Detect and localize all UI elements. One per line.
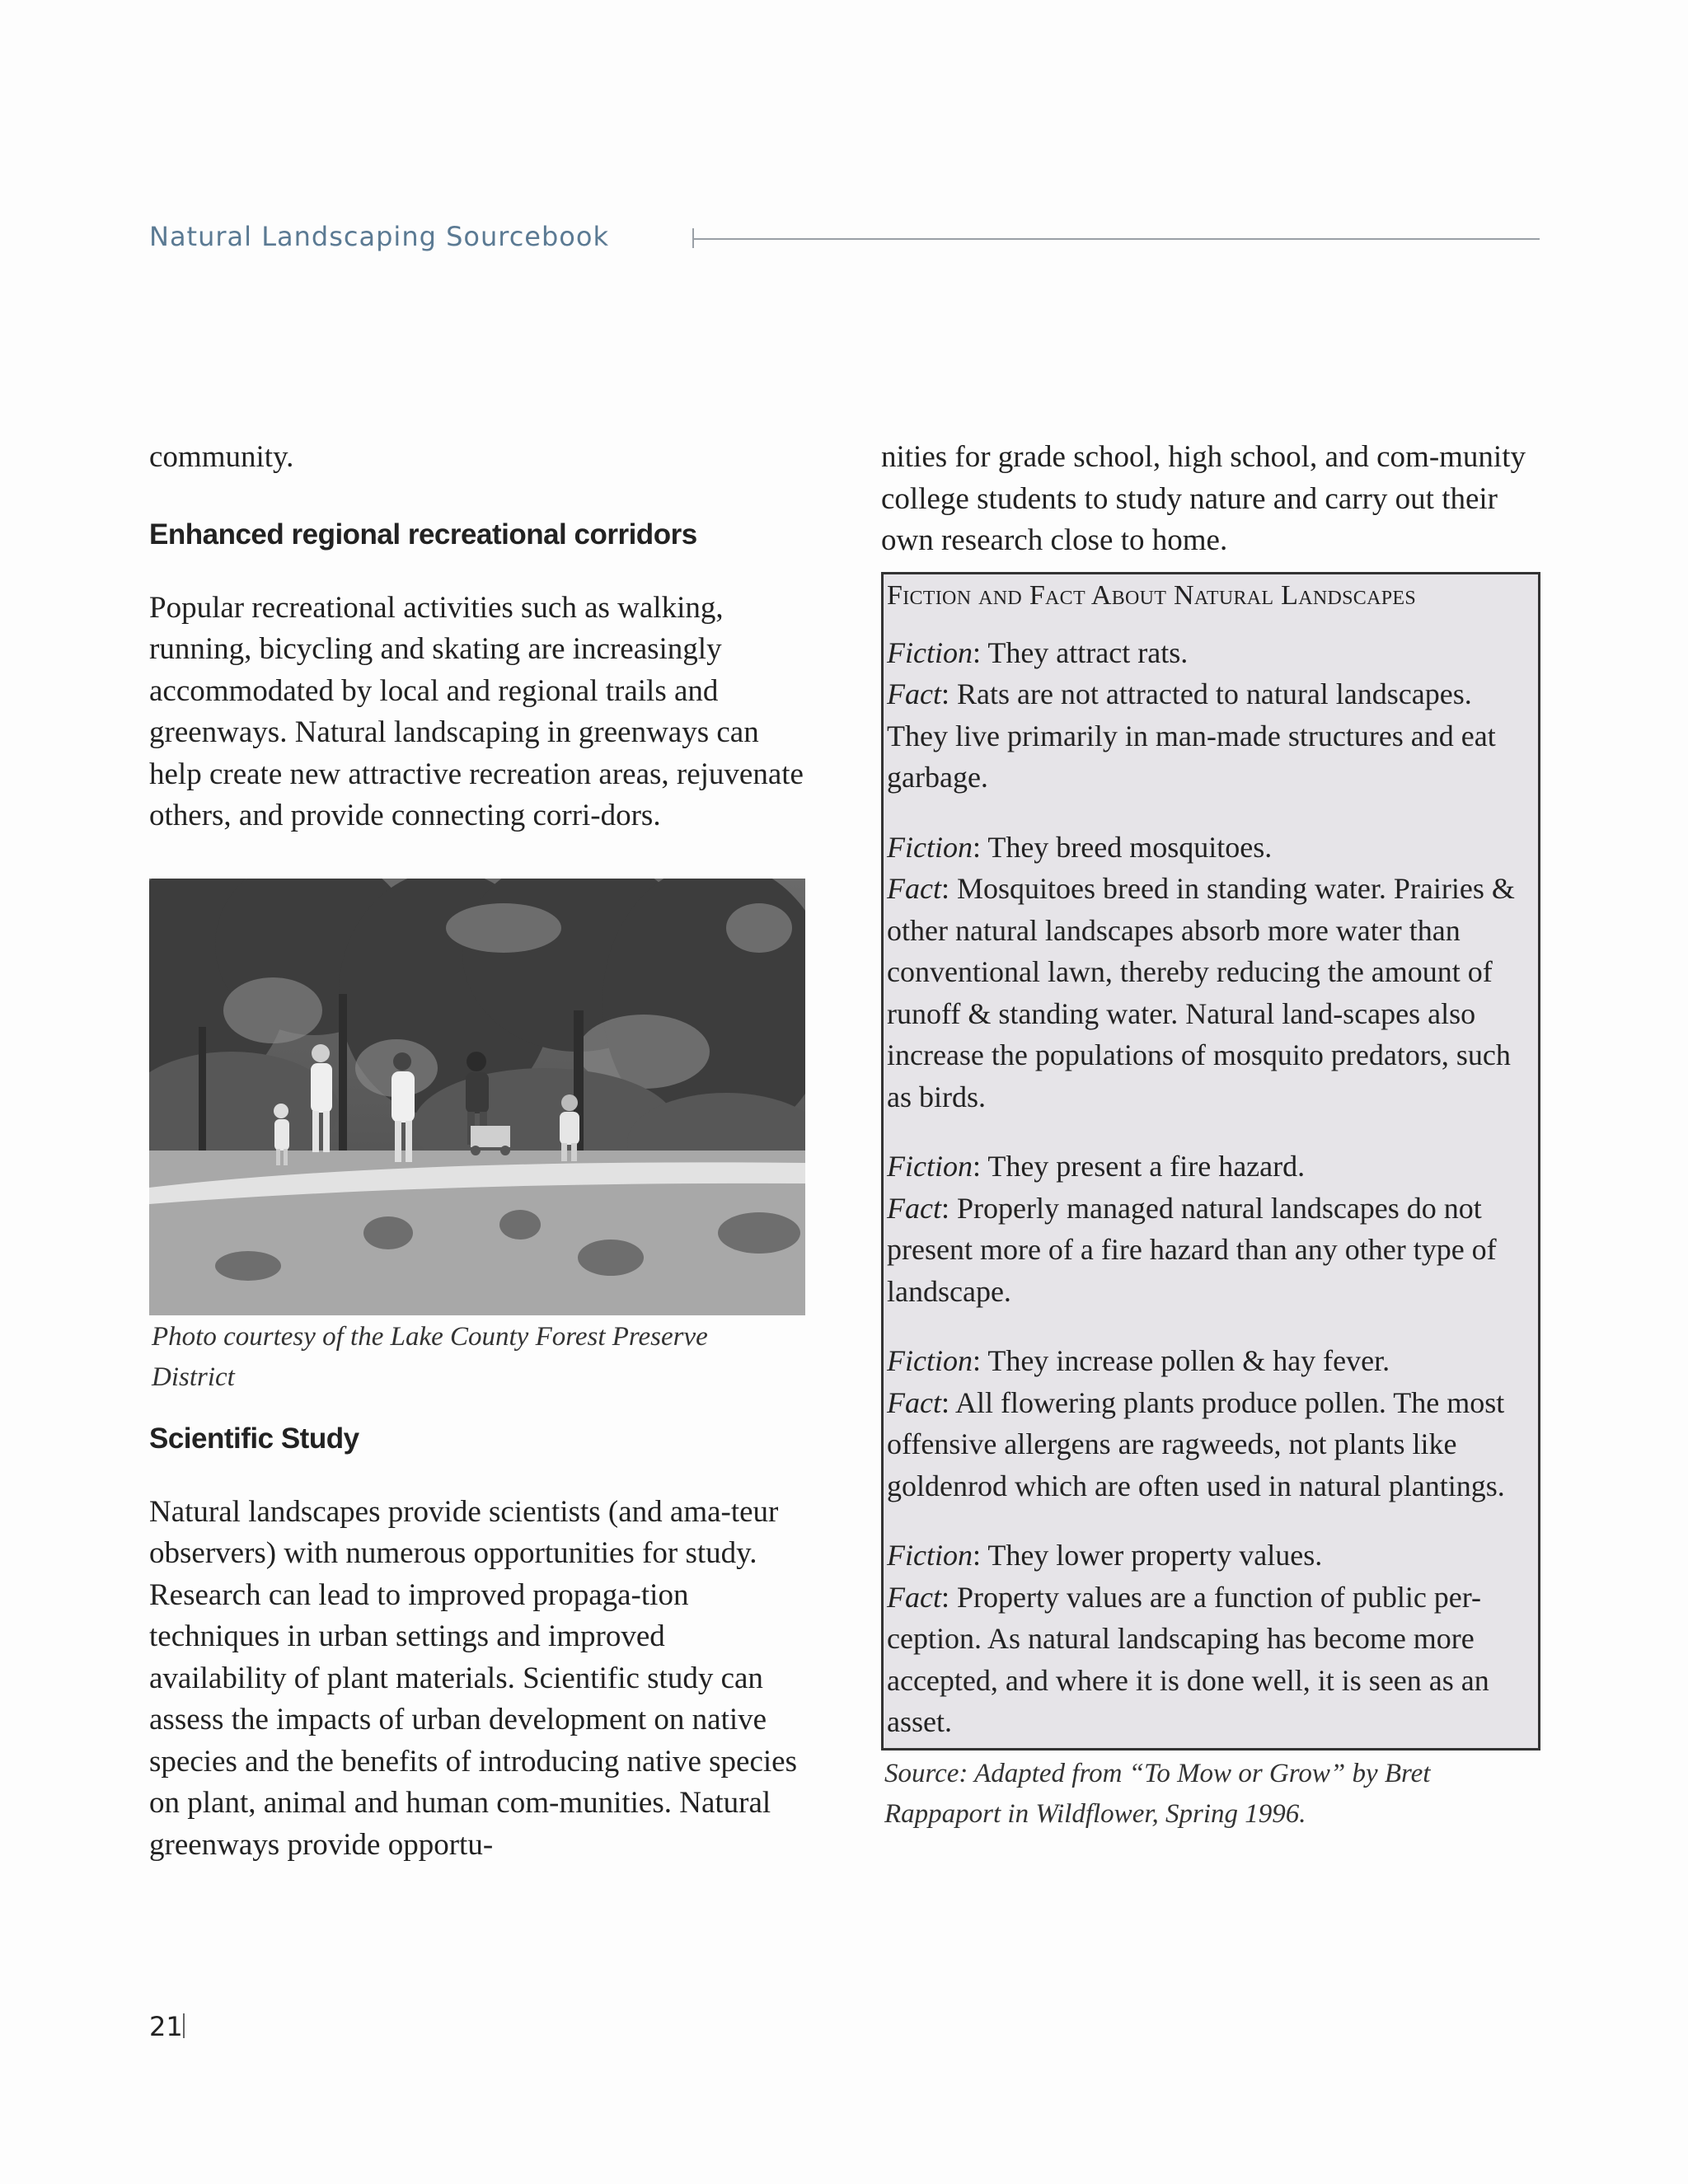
page-number-rule xyxy=(183,2013,185,2038)
fiction-text: : They present a fire hazard. xyxy=(972,1150,1306,1183)
photo-caption-line-1: Photo courtesy of the Lake County Forest Preserve xyxy=(152,1321,708,1352)
fiction-label: Fiction xyxy=(887,1539,973,1572)
fiction-label: Fiction xyxy=(887,1150,973,1183)
photo-caption-line-2: District xyxy=(152,1361,235,1392)
page-number: 21 xyxy=(149,2011,183,2042)
fiction-label: Fiction xyxy=(887,830,973,864)
header-rule xyxy=(692,238,1540,240)
paragraph-recreational: Popular recreational activities such as walking, running, bicycling and skating are increasingly accommodated by local and regional trails and greenways. Natural landscaping in greenways can help create new attractive recreation areas, rejuvenate others, and provide connecting corri-dors. xyxy=(149,590,804,832)
fiction-text: : They increase pollen & hay fever. xyxy=(972,1344,1390,1377)
right-column xyxy=(881,437,1540,1835)
section-heading-scientific: Scientific Study xyxy=(149,1422,359,1455)
fact-label: Fact xyxy=(887,677,941,710)
fiction-fact-box xyxy=(881,572,1540,1750)
left-column xyxy=(149,437,809,1866)
fiction-text: : They attract rats. xyxy=(972,635,1189,669)
fact-text: : Property values are a function of public per-ception. As natural landscaping has become more accepted, and where it is done well, it is seen as an asset. xyxy=(887,1580,1489,1738)
factbox-item-property xyxy=(887,1535,1535,1743)
factbox-item-rats xyxy=(887,632,1535,799)
fiction-label: Fiction xyxy=(887,635,973,669)
paragraph-scientific: Natural landscapes provide scientists (and ama-teur observers) with numerous opportunities for study. Research can lead to improved propaga-tion techniques in urban settings and improved availability of plant materials. Scientific study can assess the impacts of urban development on native species and the benefits of introducing native species on plant, animal and human com-munities. Natural greenways provide opportu- xyxy=(149,1494,797,1862)
fact-label: Fact xyxy=(887,1385,941,1419)
fact-text: : Rats are not attracted to natural landscapes. They live primarily in man-made structures and eat garbage. xyxy=(887,677,1496,794)
intro-fragment: community. xyxy=(149,440,294,474)
fact-text: : Properly managed natural landscapes do not present more of a fire hazard than any other type of landscape. xyxy=(887,1191,1497,1308)
fact-label: Fact xyxy=(887,1191,941,1225)
source-line-1: Source: Adapted from “To Mow or Grow” by Bret xyxy=(884,1758,1431,1788)
running-header: Natural Landscaping Sourcebook xyxy=(149,221,609,252)
fiction-label: Fiction xyxy=(887,1344,973,1377)
section-heading-recreational: Enhanced regional recreational corridors xyxy=(149,518,697,551)
fact-text: : All flowering plants produce pollen. The most offensive allergens are ragweeds, not plants like goldenrod which are often used in natural plantings. xyxy=(887,1385,1505,1502)
fact-label: Fact xyxy=(887,872,941,905)
factbox-title: Fiction and Fact About Natural Landscapes xyxy=(887,579,1416,611)
factbox-item-mosquitoes xyxy=(887,827,1535,1118)
fiction-text: : They breed mosquitoes. xyxy=(972,830,1273,864)
fact-text: : Mosquitoes breed in standing water. Prairies & other natural landscapes absorb more water than conventional lawn, thereby reducing the amount of runoff & standing water. Natural land-scapes also increase the populations of mosquito predators, such as birds. xyxy=(887,872,1515,1113)
factbox-item-fire xyxy=(887,1146,1535,1312)
fiction-text: : They lower property values. xyxy=(972,1539,1323,1572)
greenway-photo xyxy=(149,879,805,1315)
fact-label: Fact xyxy=(887,1580,941,1614)
factbox-item-pollen xyxy=(887,1340,1535,1507)
continued-paragraph: nities for grade school, high school, and com-munity college students to study nature and carry out their own research close to home. xyxy=(881,440,1526,557)
source-line-2: Rappaport in Wildflower, Spring 1996. xyxy=(884,1798,1306,1829)
